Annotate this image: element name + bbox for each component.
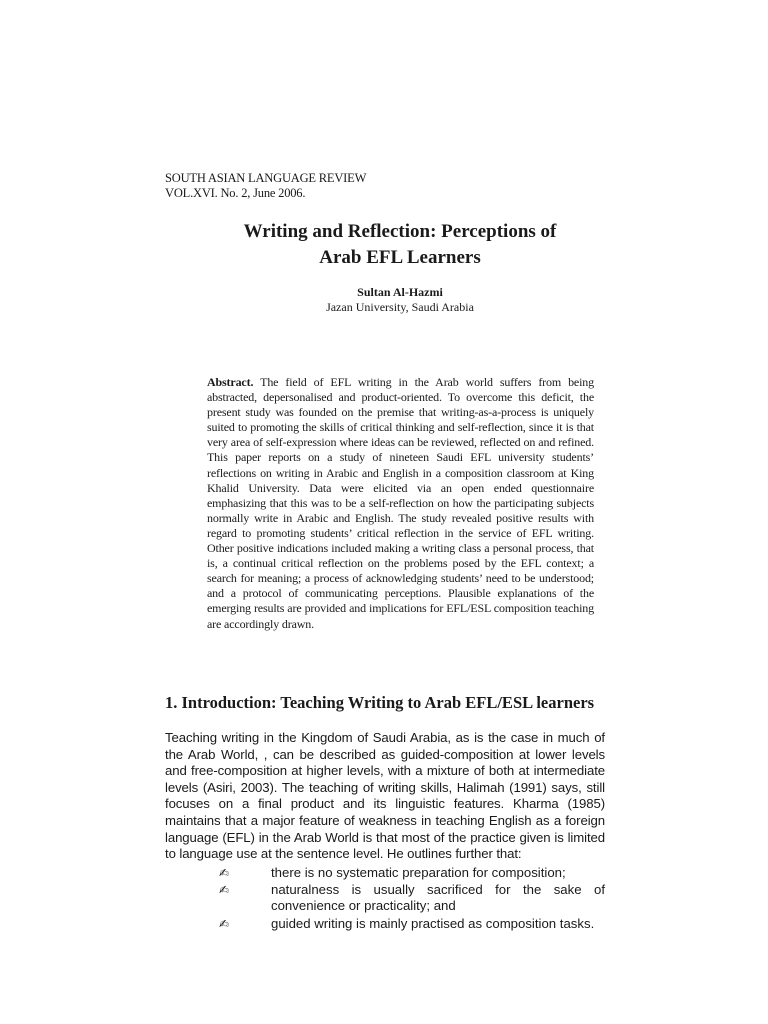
intro-paragraph: Teaching writing in the Kingdom of Saudi Arabia, as is the case in much of the Arab World, , can be described as guided-composition at lower levels and free-composition at higher levels, with a mixture of both at intermediate levels (Asiri, 2003). The teaching of writing skills, Halimah (1991) says, still focuses on a final product and its linguistic features. Kharma (1985) maintains that a major feature of weakness in teaching English as a foreign language (EFL) in the Arab World is that most of the practice given is limited to language use at the sentence level. He outlines further that: [165, 730, 605, 862]
journal-name: SOUTH ASIAN LANGUAGE REVIEW [165, 171, 367, 185]
section-heading: 1. Introduction: Teaching Writing to Arab EFL/ESL learners [165, 693, 595, 712]
list-item-text: there is no systematic preparation for composition; [271, 865, 566, 880]
bullet-list [165, 865, 605, 932]
paper-title-line-1: Writing and Reflection: Perceptions of [243, 221, 557, 242]
writing-hand-icon: ✍ [219, 916, 230, 931]
list-item [165, 882, 605, 915]
author-name: Sultan Al-Hazmi [357, 285, 443, 299]
paper-title-line-2: Arab EFL Learners [319, 247, 481, 268]
abstract-label: Abstract. [207, 375, 254, 389]
journal-header [165, 171, 366, 201]
list-item-text: naturalness is usually sacrificed for the sake of convenience or practicality; and [271, 881, 605, 914]
paper-title [160, 219, 640, 271]
abstract [207, 375, 594, 632]
list-item [165, 916, 605, 933]
author-block [160, 285, 640, 315]
list-item-text: guided writing is mainly practised as composition tasks. [271, 915, 595, 931]
list-item [165, 865, 605, 882]
abstract-text: The field of EFL writing in the Arab world suffers from being abstracted, depersonalised and product-oriented. To overcome this deficit, the present study was founded on the premise that writing-as-a-process is uniquely suited to promoting the skills of critical thinking and self-reflection, since it is that very area of self-expression where ideas can be reviewed, reflected on and refined. This paper reports on a study of nineteen Saudi EFL university students’ reflections on writing in Arabic and English in a composition classroom at King Khalid University. Data were elicited via an open ended questionnaire emphasizing that this was to be a self-reflection on how the participating subjects normally write in Arabic and English. The study revealed positive results with regard to promoting students’ critical reflection in the service of EFL writing. Other positive indications included making a writing class a personal process, that is, a continual critical reflection on the problems posed by the EFL context; a search for meaning; a process of acknowledging students’ need to be understood; and a protocol of communicating perceptions. Plausible explanations of the emerging results are provided and implications for EFL/ESL composition teaching are accordingly drawn. [207, 375, 594, 631]
writing-hand-icon: ✍ [219, 882, 230, 897]
author-affiliation: Jazan University, Saudi Arabia [326, 300, 474, 314]
writing-hand-icon: ✍ [219, 866, 230, 880]
journal-issue: VOL.XVI. No. 2, June 2006. [165, 186, 306, 200]
